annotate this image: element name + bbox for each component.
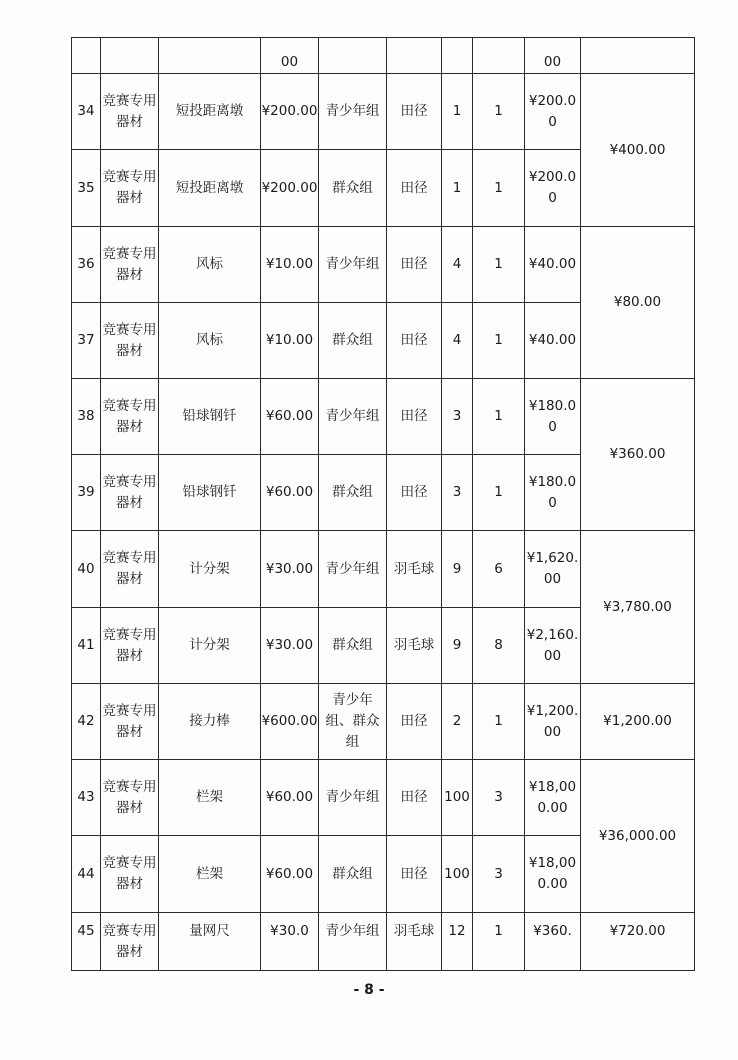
cell-category: 竞赛专用器材	[101, 760, 159, 836]
cell-count: 3	[473, 760, 525, 836]
cell-group: 青少年组	[319, 74, 387, 150]
cell-group: 青少年组	[319, 913, 387, 971]
cell-unit-price: ¥60.00	[261, 455, 319, 531]
cell-quantity: 100	[442, 760, 473, 836]
cell-quantity: 4	[442, 227, 473, 303]
cell-no: 45	[72, 913, 101, 971]
cell-sport: 田径	[387, 455, 442, 531]
cell-name: 短投距离墩	[159, 74, 261, 150]
cell-group: 群众组	[319, 455, 387, 531]
cell-total: ¥720.00	[581, 913, 695, 971]
cell-quantity: 4	[442, 303, 473, 379]
cell-total: ¥400.00	[581, 74, 695, 227]
cell-subtotal: 00	[525, 38, 581, 74]
cell-unit-price: ¥30.00	[261, 531, 319, 608]
cell-group: 青少年组	[319, 531, 387, 608]
cell-group	[319, 38, 387, 74]
cell-quantity: 9	[442, 608, 473, 684]
cell-name: 铅球钢钎	[159, 379, 261, 455]
cell-quantity: 100	[442, 836, 473, 913]
cell-quantity: 2	[442, 684, 473, 760]
cell-subtotal: ¥18,000.00	[525, 760, 581, 836]
cell-count: 1	[473, 150, 525, 227]
cell-count: 1	[473, 227, 525, 303]
cell-category: 竞赛专用器材	[101, 455, 159, 531]
page-number: - 8 -	[353, 982, 385, 998]
cell-unit-price: ¥30.00	[261, 608, 319, 684]
cell-sport: 羽毛球	[387, 608, 442, 684]
cell-unit-price: 00	[261, 38, 319, 74]
table-row	[72, 913, 695, 971]
table-row	[72, 227, 695, 303]
cell-sport: 田径	[387, 379, 442, 455]
cell-no: 34	[72, 74, 101, 150]
cell-no: 43	[72, 760, 101, 836]
cell-name: 计分架	[159, 531, 261, 608]
cell-no: 42	[72, 684, 101, 760]
cell-no: 40	[72, 531, 101, 608]
cell-group: 青少年组、群众组	[319, 684, 387, 760]
cell-category: 竞赛专用器材	[101, 836, 159, 913]
cell-subtotal: ¥40.00	[525, 227, 581, 303]
cell-subtotal: ¥360.	[525, 913, 581, 971]
cell-count: 1	[473, 303, 525, 379]
cell-unit-price: ¥10.00	[261, 227, 319, 303]
cell-sport: 羽毛球	[387, 913, 442, 971]
cell-no: 38	[72, 379, 101, 455]
cell-name: 量网尺	[159, 913, 261, 971]
cell-name: 风标	[159, 303, 261, 379]
cell-category: 竞赛专用器材	[101, 684, 159, 760]
cell-category: 竞赛专用器材	[101, 608, 159, 684]
cell-count: 1	[473, 684, 525, 760]
cell-subtotal: ¥180.00	[525, 379, 581, 455]
cell-group: 群众组	[319, 150, 387, 227]
cell-count: 3	[473, 836, 525, 913]
table-row	[72, 684, 695, 760]
cell-total: ¥360.00	[581, 379, 695, 531]
cell-quantity: 12	[442, 913, 473, 971]
cell-quantity	[442, 38, 473, 74]
equipment-table	[71, 37, 695, 971]
cell-subtotal: ¥40.00	[525, 303, 581, 379]
cell-total: ¥80.00	[581, 227, 695, 379]
cell-sport: 田径	[387, 150, 442, 227]
cell-group: 青少年组	[319, 760, 387, 836]
cell-group: 群众组	[319, 836, 387, 913]
cell-total: ¥1,200.00	[581, 684, 695, 760]
cell-name: 铅球钢钎	[159, 455, 261, 531]
cell-quantity: 9	[442, 531, 473, 608]
cell-sport: 田径	[387, 760, 442, 836]
cell-quantity: 1	[442, 74, 473, 150]
cell-name: 风标	[159, 227, 261, 303]
cell-name	[159, 38, 261, 74]
table-row	[72, 379, 695, 455]
cell-sport: 田径	[387, 836, 442, 913]
cell-category	[101, 38, 159, 74]
cell-subtotal: ¥200.00	[525, 74, 581, 150]
cell-count: 1	[473, 455, 525, 531]
cell-no	[72, 38, 101, 74]
cell-quantity: 3	[442, 455, 473, 531]
cell-subtotal: ¥18,000.00	[525, 836, 581, 913]
cell-unit-price: ¥30.0	[261, 913, 319, 971]
cell-sport: 田径	[387, 74, 442, 150]
cell-subtotal: ¥180.00	[525, 455, 581, 531]
cell-unit-price: ¥60.00	[261, 836, 319, 913]
cell-category: 竞赛专用器材	[101, 303, 159, 379]
cell-group: 群众组	[319, 303, 387, 379]
cell-quantity: 3	[442, 379, 473, 455]
cell-unit-price: ¥600.00	[261, 684, 319, 760]
cell-quantity: 1	[442, 150, 473, 227]
cell-subtotal: ¥200.00	[525, 150, 581, 227]
cell-name: 计分架	[159, 608, 261, 684]
cell-subtotal: ¥2,160.00	[525, 608, 581, 684]
cell-unit-price: ¥10.00	[261, 303, 319, 379]
cell-name: 接力棒	[159, 684, 261, 760]
cell-no: 36	[72, 227, 101, 303]
table-row	[72, 38, 695, 74]
cell-no: 37	[72, 303, 101, 379]
cell-count: 1	[473, 74, 525, 150]
table-row	[72, 74, 695, 150]
cell-count	[473, 38, 525, 74]
cell-count: 6	[473, 531, 525, 608]
cell-count: 1	[473, 379, 525, 455]
cell-name: 栏架	[159, 760, 261, 836]
cell-sport: 田径	[387, 684, 442, 760]
cell-category: 竞赛专用器材	[101, 150, 159, 227]
cell-category: 竞赛专用器材	[101, 531, 159, 608]
cell-unit-price: ¥60.00	[261, 760, 319, 836]
cell-category: 竞赛专用器材	[101, 74, 159, 150]
cell-group: 青少年组	[319, 379, 387, 455]
cell-sport: 羽毛球	[387, 531, 442, 608]
cell-name: 短投距离墩	[159, 150, 261, 227]
cell-category: 竞赛专用器材	[101, 913, 159, 971]
cell-subtotal: ¥1,620.00	[525, 531, 581, 608]
cell-sport	[387, 38, 442, 74]
cell-no: 44	[72, 836, 101, 913]
cell-total	[581, 38, 695, 74]
cell-name: 栏架	[159, 836, 261, 913]
cell-category: 竞赛专用器材	[101, 379, 159, 455]
cell-group: 群众组	[319, 608, 387, 684]
cell-no: 39	[72, 455, 101, 531]
cell-sport: 田径	[387, 227, 442, 303]
cell-subtotal: ¥1,200.00	[525, 684, 581, 760]
cell-category: 竞赛专用器材	[101, 227, 159, 303]
cell-total: ¥36,000.00	[581, 760, 695, 913]
cell-unit-price: ¥200.00	[261, 150, 319, 227]
cell-unit-price: ¥60.00	[261, 379, 319, 455]
cell-no: 41	[72, 608, 101, 684]
cell-count: 8	[473, 608, 525, 684]
cell-count: 1	[473, 913, 525, 971]
cell-sport: 田径	[387, 303, 442, 379]
cell-total: ¥3,780.00	[581, 531, 695, 684]
cell-group: 青少年组	[319, 227, 387, 303]
table-row	[72, 760, 695, 836]
cell-unit-price: ¥200.00	[261, 74, 319, 150]
cell-no: 35	[72, 150, 101, 227]
table-row	[72, 531, 695, 608]
